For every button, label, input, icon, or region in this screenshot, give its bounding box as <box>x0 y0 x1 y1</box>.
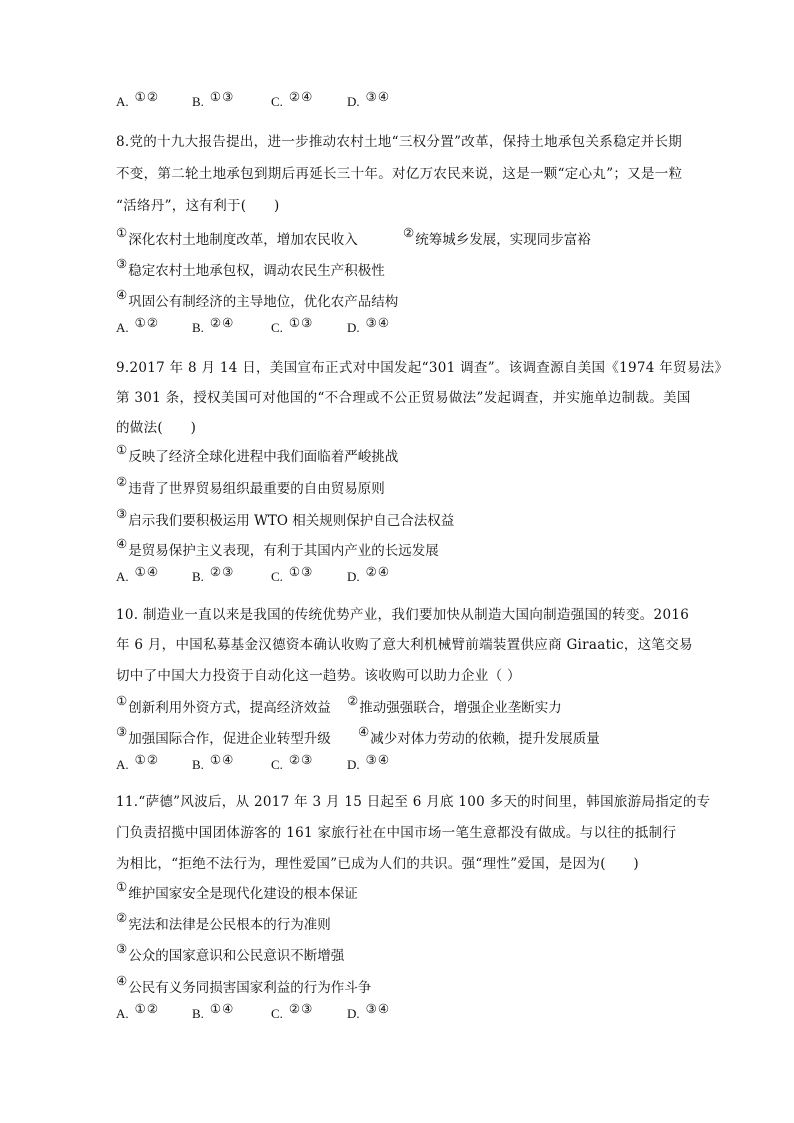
q9-option-2: ②违背了世界贸易组织最重要的自由贸易原则 <box>116 474 385 497</box>
q11-choice-b: B. ①④ <box>192 1001 235 1021</box>
q11-stem-line-2: 门负责招揽中国团体游客的 161 家旅行社在中国市场一笔生意都没有做成。与以往的抵制行 <box>116 825 677 841</box>
q7-choice-b: B. ①③ <box>192 89 235 109</box>
q8-option-1: ①深化农村土地制度改革，增加农民收入 <box>116 225 358 248</box>
q9-option-4: ④是贸易保护主义表现，有利于其国内产业的长远发展 <box>116 536 439 559</box>
q11-option-2: ②宪法和法律是公民根本的行为准则 <box>116 910 331 933</box>
q11-stem-line-1: 11.“萨德”风波后，从 2017 年 3 月 15 日起至 6 月底 100 多天的时间里，韩国旅游局指定的专 <box>116 794 711 810</box>
q9-choice-a: A. ①④ <box>116 564 160 584</box>
q9-choice-c: C. ①③ <box>271 564 314 584</box>
q9-choice-d: D. ②④ <box>347 564 391 584</box>
q9-stem-line-3: 的做法( ) <box>116 420 197 436</box>
q9-option-3: ③启示我们要积极运用 WTO 相关规则保护自己合法权益 <box>116 506 455 529</box>
q8-choice-c: C. ①③ <box>271 315 314 335</box>
q10-choice-b: B. ①④ <box>192 752 235 772</box>
q9-stem-line-2: 第 301 条，授权美国可对他国的“不合理或不公正贸易做法”发起调查，并实施单边制裁。美国 <box>116 390 691 406</box>
q8-option-2: ②统筹城乡发展，实现同步富裕 <box>403 225 591 248</box>
q10-choice-c: C. ②③ <box>271 752 314 772</box>
q11-option-4: ④公民有义务同损害国家利益的行为作斗争 <box>116 973 372 996</box>
q10-choice-d: D. ③④ <box>347 752 391 772</box>
q10-stem-line-2: 年 6 月，中国私募基金汉德资本确认收购了意大利机械臂前端装置供应商 Giraatic，这笔交易 <box>116 637 693 653</box>
q11-stem-line-3: 为相比，“拒绝不法行为，理性爱国”已成为人们的共识。强“理性”爱国，是因为( ) <box>116 856 639 872</box>
q10-choice-a: A. ①② <box>116 752 160 772</box>
q9-option-1: ①反映了经济全球化进程中我们面临着严峻挑战 <box>116 442 399 465</box>
q8-stem-line-2: 不变，第二轮土地承包到期后再延长三十年。对亿万农民来说，这是一颗“定心丸”；又是一粒 <box>116 166 683 182</box>
q7-choice-d: D. ③④ <box>347 89 391 109</box>
q11-choice-d: D. ③④ <box>347 1001 391 1021</box>
q8-choice-a: A. ①② <box>116 315 160 335</box>
q7-choice-a: A. ①② <box>116 89 160 109</box>
q9-stem-line-1: 9.2017 年 8 月 14 日，美国宣布正式对中国发起“301 调查”。该调查源自美国《1974 年贸易法》 <box>116 360 729 376</box>
q7-choice-c: C. ②④ <box>271 89 314 109</box>
q8-option-4: ④巩固公有制经济的主导地位，优化农产品结构 <box>116 287 399 310</box>
q8-stem-line-3: “活络丹”，这有利于( ) <box>116 198 280 214</box>
q11-option-1: ①维护国家安全是现代化建设的根本保证 <box>116 879 358 902</box>
q10-stem-line-3: 切中了中国大力投资于自动化这一趋势。该收购可以助力企业（ ） <box>116 668 521 684</box>
q10-option-2: ②推动强强联合，增强企业垄断实力 <box>347 693 562 716</box>
q8-stem-line-1: 8.党的十九大报告提出，进一步推动农村土地“三权分置”改革，保持土地承包关系稳定并长期 <box>116 134 683 150</box>
q10-option-1: ①创新利用外资方式，提高经济效益 <box>116 693 331 716</box>
q10-stem-line-1: 10. 制造业一直以来是我国的传统优势产业，我们要加快从制造大国向制造强国的转变。2016 <box>116 607 690 623</box>
q11-choice-c: C. ②③ <box>271 1001 314 1021</box>
q8-choice-d: D. ③④ <box>347 315 391 335</box>
q11-choice-a: A. ①② <box>116 1001 160 1021</box>
q11-option-3: ③公众的国家意识和公民意识不断增强 <box>116 941 345 964</box>
q8-choice-b: B. ②④ <box>192 315 235 335</box>
q10-option-3: ③加强国际合作，促进企业转型升级 <box>116 724 331 747</box>
q10-option-4: ④减少对体力劳动的依赖，提升发展质量 <box>358 724 600 747</box>
q8-option-3: ③稳定农村土地承包权，调动农民生产积极性 <box>116 256 385 279</box>
q9-choice-b: B. ②③ <box>192 564 235 584</box>
